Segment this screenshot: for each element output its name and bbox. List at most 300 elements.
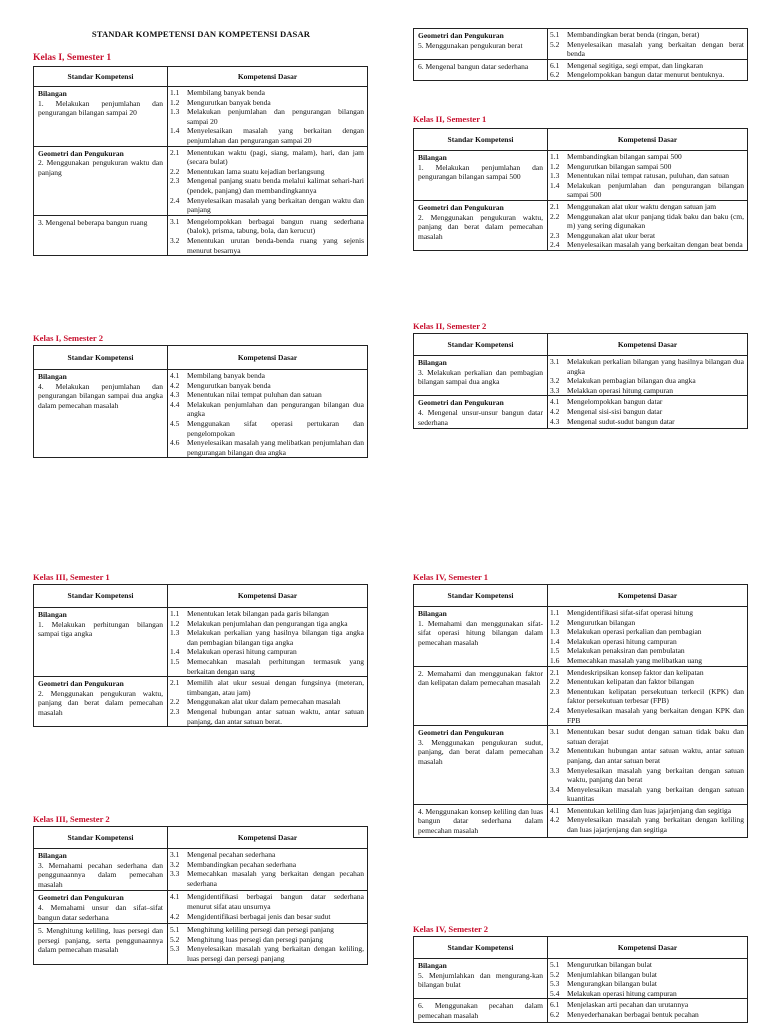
item-number: 2.1	[170, 678, 180, 688]
item-text: Mengelompokkan berbagai bangun ruang sederhana (balok), prisma, tabung, bola, dan kerucut)	[187, 216, 364, 236]
section-title: Kelas I, Semester 1	[33, 52, 112, 63]
table-row	[34, 370, 368, 458]
kompetensi-table	[413, 28, 748, 81]
table-row	[414, 999, 748, 1022]
kompetensi-dasar-item	[550, 30, 744, 40]
kompetensi-dasar-item	[170, 850, 364, 860]
item-text: Mengenal hubungan antar satuan waktu, antar satuan panjang, dan antar satuan berat.	[187, 706, 364, 726]
item-text: Menjumlahkan bilangan bulat	[567, 969, 657, 979]
item-number: 6.2	[550, 1009, 560, 1019]
item-number: 1.3	[170, 107, 180, 117]
header-kompetensi-dasar: Kompetensi Dasar	[168, 585, 368, 608]
group-heading: Bilangan	[418, 961, 447, 970]
item-number: 1.3	[550, 627, 560, 637]
item-number: 2.4	[170, 195, 180, 205]
item-text: Menyelesaikan masalah yang berkaitan dengan satuan waktu, panjang dan berat	[567, 765, 744, 785]
kompetensi-dasar-cell	[548, 29, 748, 60]
item-number: 3.2	[170, 859, 180, 869]
item-text: Mengurutkan bilangan	[567, 617, 636, 627]
item-text: Mengenal sudut-sudut bangun datar	[567, 416, 675, 426]
item-number: 5.1	[170, 925, 180, 935]
item-text: Menggunakan alat ukur waktu dengan satuan jam	[567, 201, 717, 211]
item-number: 3.1	[170, 850, 180, 859]
kompetensi-dasar-item	[170, 707, 364, 726]
kompetensi-dasar-item	[170, 912, 364, 922]
kompetensi-dasar-item	[170, 657, 364, 676]
section-title: Kelas I, Semester 2	[33, 333, 104, 343]
standar-kompetensi-content	[38, 218, 163, 228]
kompetensi-dasar-item	[170, 438, 364, 457]
table-row	[34, 677, 368, 727]
item-text: Mendeskripsikan konsep faktor dan kelipatan	[567, 667, 704, 677]
standar-kompetensi-content	[38, 851, 163, 889]
kompetensi-dasar-item	[550, 417, 744, 427]
standar-kompetensi-content	[418, 961, 543, 990]
item-text: Menghitung keliling persegi dan persegi panjang	[187, 925, 334, 935]
item-number: 2.1	[170, 147, 180, 157]
standar-kompetensi-content	[38, 679, 163, 717]
table-header-row	[414, 334, 748, 356]
item-number: 1.1	[550, 608, 560, 617]
header-kompetensi-dasar: Kompetensi Dasar	[168, 346, 368, 370]
item-text: Menentukan besar sudut dengan satuan tidak baku dan satuan derajat	[567, 727, 744, 746]
standar-kompetensi-cell	[414, 396, 548, 429]
kompetensi-dasar-cell	[548, 804, 748, 837]
item-text: Menghitung luas persegi dan persegi panjang	[187, 934, 324, 944]
kompetensi-dasar-cell	[548, 59, 748, 80]
standar-kompetensi-cell	[414, 151, 548, 201]
item-number: 4.5	[170, 418, 180, 428]
kompetensi-dasar-item	[170, 390, 364, 400]
kompetensi-dasar-cell	[168, 608, 368, 677]
header-standar-kompetensi: Standar Kompetensi	[414, 585, 548, 607]
item-number: 2.2	[170, 166, 180, 176]
kompetensi-dasar-cell	[168, 146, 368, 215]
item-number: 2.2	[550, 677, 560, 687]
kompetensi-dasar-item	[550, 677, 744, 687]
item-number: 4.4	[170, 399, 180, 409]
item-number: 2.4	[550, 705, 560, 715]
item-number: 4.1	[550, 397, 560, 407]
header-standar-kompetensi: Standar Kompetensi	[34, 585, 168, 608]
table-header-row	[414, 129, 748, 151]
item-number: 5.3	[550, 979, 560, 989]
standar-kompetensi-text: 1. Melakukan perhitungan bilangan sampai tiga angka	[38, 619, 163, 639]
kompetensi-dasar-item	[170, 88, 364, 98]
section-title: Kelas II, Semester 2	[413, 321, 487, 331]
item-number: 3.3	[550, 765, 560, 775]
standar-kompetensi-content	[418, 203, 543, 241]
item-number: 3.4	[550, 784, 560, 794]
item-text: Mengidentifikasi berbagai bangun datar sederhana menurut sifat atau unsurnya	[187, 892, 364, 911]
kompetensi-dasar-item	[170, 217, 364, 236]
item-number: 3.2	[550, 746, 560, 756]
item-text: Melakukan operasi hitung campuran	[567, 636, 677, 646]
group-heading: Bilangan	[38, 89, 67, 98]
standar-kompetensi-cell	[34, 608, 168, 677]
item-number: 5.2	[170, 934, 180, 944]
item-text: Menyelesaikan masalah yang berkaitan dengan KPK dan FPB	[567, 705, 744, 725]
standar-kompetensi-cell	[414, 726, 548, 805]
item-number: 2.2	[550, 211, 560, 221]
standar-kompetensi-content	[38, 610, 163, 639]
section-kelas-1-semester-2	[33, 332, 368, 458]
item-text: Melakukan penjumlahan dan pengurangan bilangan dua angka	[187, 399, 364, 419]
item-number: 2.4	[550, 240, 560, 250]
item-number: 3.3	[170, 869, 180, 879]
header-standar-kompetensi: Standar Kompetensi	[34, 346, 168, 370]
kompetensi-dasar-item	[550, 646, 744, 656]
table-row	[414, 59, 748, 80]
item-text: Menggunakan alat ukur berat	[567, 230, 656, 240]
item-number: 1.2	[550, 617, 560, 627]
table-row	[414, 804, 748, 837]
item-text: Menyelesaikan masalah yang berkaitan dengan waktu dan panjang	[187, 195, 364, 215]
table-row	[414, 396, 748, 429]
standar-kompetensi-cell	[414, 356, 548, 396]
kompetensi-dasar-item	[550, 231, 744, 241]
kompetensi-dasar-cell	[168, 215, 368, 255]
table-header-row	[414, 585, 748, 607]
standar-kompetensi-cell	[414, 666, 548, 726]
header-kompetensi-dasar: Kompetensi Dasar	[548, 585, 748, 607]
section-kelas-2-semester-2	[413, 320, 748, 429]
kompetensi-dasar-item	[170, 400, 364, 419]
section-kelas-3-semester-1	[33, 571, 368, 727]
standar-kompetensi-cell	[414, 59, 548, 80]
standar-kompetensi-text: 1. Memahami dan menggunakan sifat-sifat operasi hitung bilangan dalam pemecahan masalah	[418, 618, 543, 647]
kompetensi-dasar-item	[550, 668, 744, 678]
item-text: Mengenal segitiga, segi empat, dan lingkaran	[567, 60, 703, 70]
kompetensi-dasar-item	[550, 687, 744, 706]
item-number: 1.3	[170, 628, 180, 638]
standar-kompetensi-cell	[414, 959, 548, 999]
kompetensi-dasar-item	[170, 697, 364, 707]
item-text: Menyelesaikan masalah yang berkaitan dengan penjumlahan dan pengurangan sampai 20	[187, 126, 364, 145]
kompetensi-dasar-item	[170, 176, 364, 195]
item-number: 4.2	[550, 815, 560, 825]
section-title: Kelas III, Semester 2	[33, 814, 110, 824]
table-row	[414, 200, 748, 250]
standar-kompetensi-content	[418, 609, 543, 647]
header-kompetensi-dasar: Kompetensi Dasar	[548, 937, 748, 959]
group-heading: Geometri dan Pengukuran	[38, 679, 124, 689]
item-text: Memilih alat ukur sesuai dengan fungsinya (meteran, timbangan, atau jam)	[187, 678, 364, 697]
item-number: 1.1	[170, 88, 180, 97]
kompetensi-dasar-item	[550, 152, 744, 162]
table-row	[414, 607, 748, 667]
kompetensi-dasar-item	[550, 407, 744, 417]
standar-kompetensi-cell	[34, 677, 168, 727]
item-number: 2.2	[170, 697, 180, 707]
standar-kompetensi-text: 2. Menggunakan pengukuran waktu dan panjang	[38, 158, 163, 177]
item-text: Memecahkan masalah perhitungan termasuk yang berkaitan dengan uang	[187, 656, 364, 676]
group-heading: Geometri dan Pengukuran	[418, 202, 504, 212]
item-text: Mengenal pecahan sederhana	[187, 850, 276, 859]
item-text: Menyelesaikan masalah yang berkaitan dengan keliling dan luas jajarjenjang dan segitiga	[567, 815, 744, 835]
page-title: STANDAR KOMPETENSI DAN KOMPETENSI DASAR	[91, 29, 311, 39]
header-standar-kompetensi: Standar Kompetensi	[414, 334, 548, 356]
table-header-row	[34, 346, 368, 370]
item-number: 1.4	[550, 180, 560, 190]
table-row	[34, 146, 368, 215]
kompetensi-dasar-item	[550, 1000, 744, 1010]
item-number: 4.2	[170, 380, 180, 390]
kompetensi-dasar-item	[550, 979, 744, 989]
section-kelas-3-semester-2	[33, 813, 368, 965]
kompetensi-dasar-item	[550, 806, 744, 816]
kompetensi-dasar-item	[170, 925, 364, 935]
kompetensi-dasar-item	[170, 381, 364, 391]
standar-kompetensi-text: 2. Menggunakan pengukuran waktu, panjang dan berat dalam pemecahan masalah	[38, 688, 163, 717]
kompetensi-table	[33, 66, 368, 256]
standar-kompetensi-text: 4. Memahami unsur dan sifat–sifat bangun datar sederhana	[38, 902, 163, 922]
header-kompetensi-dasar: Kompetensi Dasar	[548, 334, 748, 356]
group-heading: Geometri dan Pengukuran	[418, 398, 504, 408]
kompetensi-dasar-item	[170, 892, 364, 911]
standar-kompetensi-text: 2. Memahami dan menggunakan faktor dan kelipatan dalam pemecahan masalah	[418, 668, 543, 688]
standar-kompetensi-text: 5. Menghitung keliling, luas persegi dan persegi panjang, serta penggunaannya dalam pemecahan masalah	[38, 926, 163, 955]
group-heading: Geometri dan Pengukuran	[38, 148, 124, 158]
item-text: Membandingkan bilangan sampai 500	[567, 152, 682, 161]
item-text: Melakukan operasi hitung campuran	[187, 647, 297, 657]
standar-kompetensi-content	[38, 89, 163, 118]
kompetensi-dasar-cell	[548, 959, 748, 999]
kompetensi-table	[413, 936, 748, 1023]
item-number: 5.1	[550, 960, 560, 969]
standar-kompetensi-text: 2. Menggunakan pengukuran waktu, panjang dan berat dalam pemecahan masalah	[418, 212, 543, 241]
item-text: Menentukan kelipatan persekutuan terkecil (KPK) dan faktor persekutuan terbesar (FPB)	[567, 686, 744, 706]
standar-kompetensi-content	[418, 31, 543, 50]
kompetensi-dasar-item	[170, 609, 364, 619]
item-number: 1.2	[550, 161, 560, 171]
kompetensi-dasar-cell	[168, 891, 368, 924]
item-text: Menentukan kelipatan dan faktor bilangan	[567, 677, 695, 687]
kompetensi-dasar-item	[550, 171, 744, 181]
table-row	[34, 87, 368, 147]
kompetensi-dasar-item	[170, 647, 364, 657]
item-text: Menjelaskan arti pecahan dan urutannya	[567, 1000, 689, 1010]
kompetensi-table	[33, 584, 368, 727]
standar-kompetensi-cell	[414, 200, 548, 250]
item-number: 4.2	[170, 911, 180, 921]
kompetensi-dasar-item	[550, 618, 744, 628]
section-title: Kelas II, Semester 1	[413, 114, 487, 124]
kompetensi-dasar-cell	[548, 356, 748, 396]
item-text: Menyelesaikan masalah yang melibatkan penjumlahan dan pengurangan bilangan dua angka	[187, 438, 364, 457]
standar-kompetensi-cell	[414, 607, 548, 667]
item-text: Mengelompokkan bangun datar	[567, 397, 663, 407]
kompetensi-table	[413, 584, 748, 838]
item-text: Melakukan perkalian yang hasilnya bilangan tiga angka dan pembagian bilangan tiga angka	[187, 628, 364, 647]
item-number: 3.1	[550, 727, 560, 737]
group-heading: Geometri dan Pengukuran	[38, 893, 124, 903]
item-text: Membilang banyak benda	[187, 88, 265, 97]
kompetensi-dasar-item	[170, 126, 364, 145]
kompetensi-dasar-item	[550, 766, 744, 785]
item-text: Menentukan letak bilangan pada garis bilangan	[187, 609, 329, 618]
kompetensi-dasar-item	[170, 236, 364, 255]
item-number: 3.1	[550, 357, 560, 366]
item-text: Membandingkan pecahan sederhana	[187, 859, 297, 869]
kompetensi-dasar-item	[550, 656, 744, 666]
item-number: 6.2	[550, 70, 560, 80]
table-row	[414, 356, 748, 396]
item-number: 5.4	[550, 988, 560, 998]
standar-kompetensi-content	[418, 398, 543, 427]
standar-kompetensi-text: 4. Menggunakan konsep keliling dan luas bangun datar sederhana dalam pemecahan masalah	[418, 806, 543, 836]
standar-kompetensi-text: 6. Menggunakan pecahan dalam pemecahan masalah	[418, 1001, 543, 1020]
kompetensi-dasar-cell	[548, 151, 748, 201]
standar-kompetensi-cell	[414, 999, 548, 1022]
standar-kompetensi-text: 4. Mengenal unsur-unsur bangun datar sederhana	[418, 407, 543, 427]
kompetensi-dasar-item	[550, 61, 744, 71]
kompetensi-dasar-item	[170, 869, 364, 888]
kompetensi-table	[33, 345, 368, 458]
header-standar-kompetensi: Standar Kompetensi	[414, 129, 548, 151]
standar-kompetensi-content	[418, 1001, 543, 1020]
item-number: 4.3	[170, 390, 180, 400]
kompetensi-table	[413, 128, 748, 251]
item-number: 3.1	[170, 216, 180, 226]
section-kelas-4-semester-1	[413, 571, 748, 838]
item-number: 2.1	[550, 667, 560, 677]
item-text: Melakkan operasi hitung campuran	[567, 385, 674, 395]
group-heading: Geometri dan Pengukuran	[418, 728, 504, 738]
kompetensi-dasar-item	[550, 357, 744, 376]
standar-kompetensi-content	[38, 926, 163, 955]
standar-kompetensi-text: 5. Menjumlahkan dan mengurang-kan bilangan bulat	[418, 970, 543, 990]
item-number: 4.2	[550, 406, 560, 416]
item-number: 1.1	[170, 609, 180, 618]
kompetensi-dasar-item	[550, 397, 744, 407]
item-number: 6.1	[550, 60, 560, 70]
kompetensi-dasar-cell	[548, 726, 748, 805]
item-number: 5.1	[550, 30, 560, 39]
section-kelas-2-semester-1	[413, 113, 748, 251]
table-row	[414, 959, 748, 999]
item-text: Membandingkan berat benda (ringan, berat)	[567, 30, 700, 39]
section-title: Kelas IV, Semester 2	[413, 924, 489, 934]
item-number: 3.2	[550, 376, 560, 386]
item-number: 1.6	[550, 655, 560, 665]
item-number: 5.3	[170, 944, 180, 954]
item-text: Mengelompokkan bangun datar menurut bentuknya.	[567, 70, 725, 80]
item-number: 6.1	[550, 1000, 560, 1010]
item-text: Menentukan urutan benda-benda ruang yang sejenis menurut besarnya	[187, 235, 364, 255]
kompetensi-dasar-item	[550, 40, 744, 59]
item-text: Menyelesaikan masalah yang berkaitan dengan beat benda	[567, 240, 743, 250]
kompetensi-dasar-item	[550, 1010, 744, 1020]
kompetensi-dasar-cell	[168, 924, 368, 964]
standar-kompetensi-text: 3. Mengenal beberapa bangun ruang	[38, 217, 148, 227]
table-header-row	[34, 585, 368, 608]
kompetensi-dasar-item	[170, 98, 364, 108]
header-kompetensi-dasar: Kompetensi Dasar	[168, 827, 368, 849]
kompetensi-dasar-item	[170, 371, 364, 381]
kompetensi-dasar-item	[550, 376, 744, 386]
item-text: Melakukan operasi perkalian dan pembagian	[567, 627, 702, 637]
item-number: 1.3	[550, 171, 560, 181]
item-number: 1.2	[170, 97, 180, 107]
item-number: 3.2	[170, 235, 180, 245]
item-text: Menggunakan alat ukur dalam pemecahan masalah	[187, 697, 341, 707]
item-text: Memecahkan masalah yang melibatkan uang	[567, 655, 702, 665]
item-number: 1.4	[170, 126, 180, 136]
header-standar-kompetensi: Standar Kompetensi	[34, 67, 168, 87]
standar-kompetensi-cell	[34, 146, 168, 215]
item-number: 4.1	[550, 805, 560, 815]
standar-kompetensi-cell	[34, 849, 168, 891]
item-text: Menggunakan alat ukur panjang tidak baku dan baku (cm, m) yang sering digunakan	[567, 211, 744, 231]
standar-kompetensi-content	[38, 372, 163, 410]
item-text: Mengurutkan bilangan bulat	[567, 960, 652, 969]
kompetensi-dasar-item	[170, 619, 364, 629]
item-text: Menentukan nilai tempat ratusan, puluhan, dan satuan	[567, 171, 730, 181]
kompetensi-dasar-item	[550, 240, 744, 250]
item-text: Mengurutkan banyak benda	[187, 97, 271, 107]
group-heading: Bilangan	[38, 851, 67, 860]
standar-kompetensi-cell	[414, 804, 548, 837]
standar-kompetensi-text: 3. Melakukan perkalian dan pembagian bilangan sampai dua angka	[418, 367, 543, 387]
standar-kompetensi-text: 3. Memahami pecahan sederhana dan penggunaannya dalam pemecahan masalah	[38, 860, 163, 889]
standar-kompetensi-content	[38, 893, 163, 922]
kompetensi-dasar-item	[550, 162, 744, 172]
item-text: Melakukan penjumlahan dan pengurangan bilangan sampai 500	[567, 180, 744, 200]
table-row	[414, 666, 748, 726]
standar-kompetensi-text: 1. Melakukan penjumlahan dan pengurangan bilangan sampai 500	[418, 162, 543, 182]
item-text: Menentukan keliling dan luas jajarjenjang dan segitiga	[567, 805, 732, 815]
kompetensi-dasar-item	[550, 746, 744, 765]
item-number: 1.5	[170, 656, 180, 666]
item-text: Menentukan lama suatu kejadian berlangsung	[187, 166, 325, 176]
kompetensi-dasar-cell	[168, 370, 368, 458]
kompetensi-dasar-item	[170, 628, 364, 647]
kompetensi-dasar-item	[170, 678, 364, 697]
section-kelas-4-semester-2	[413, 923, 748, 1023]
item-number: 1.1	[550, 152, 560, 161]
item-text: Menentukan hubungan antar satuan waktu, antar satuan panjang, dan antar satuan berat	[567, 746, 744, 765]
group-heading: Bilangan	[38, 610, 67, 619]
standar-kompetensi-text: 5. Menggunakan pengukuran berat	[418, 40, 523, 50]
kompetensi-dasar-item	[170, 148, 364, 167]
standar-kompetensi-cell	[34, 215, 168, 255]
kompetensi-dasar-item	[550, 212, 744, 231]
item-text: Membilang banyak benda	[187, 371, 265, 380]
table-row	[34, 608, 368, 677]
kompetensi-dasar-cell	[548, 607, 748, 667]
standar-kompetensi-content	[418, 358, 543, 387]
item-number: 4.1	[170, 892, 180, 902]
kompetensi-dasar-item	[170, 167, 364, 177]
kompetensi-dasar-item	[170, 419, 364, 438]
item-text: Mengidentifikasi sifat-sifat operasi hitung	[567, 608, 694, 617]
item-text: Mengurutkan bilangan sampai 500	[567, 161, 672, 171]
item-number: 5.2	[550, 969, 560, 979]
kompetensi-table	[413, 333, 748, 429]
standar-kompetensi-cell	[34, 891, 168, 924]
kompetensi-table	[33, 826, 368, 965]
table-row	[414, 726, 748, 805]
table-row	[34, 924, 368, 964]
kompetensi-dasar-item	[550, 815, 744, 834]
table-row	[34, 891, 368, 924]
item-number: 1.5	[550, 646, 560, 656]
kompetensi-dasar-item	[170, 935, 364, 945]
group-heading: Bilangan	[38, 372, 67, 381]
standar-kompetensi-content	[418, 807, 543, 836]
item-text: Melakukan pembagian bilangan dua angka	[567, 376, 696, 386]
